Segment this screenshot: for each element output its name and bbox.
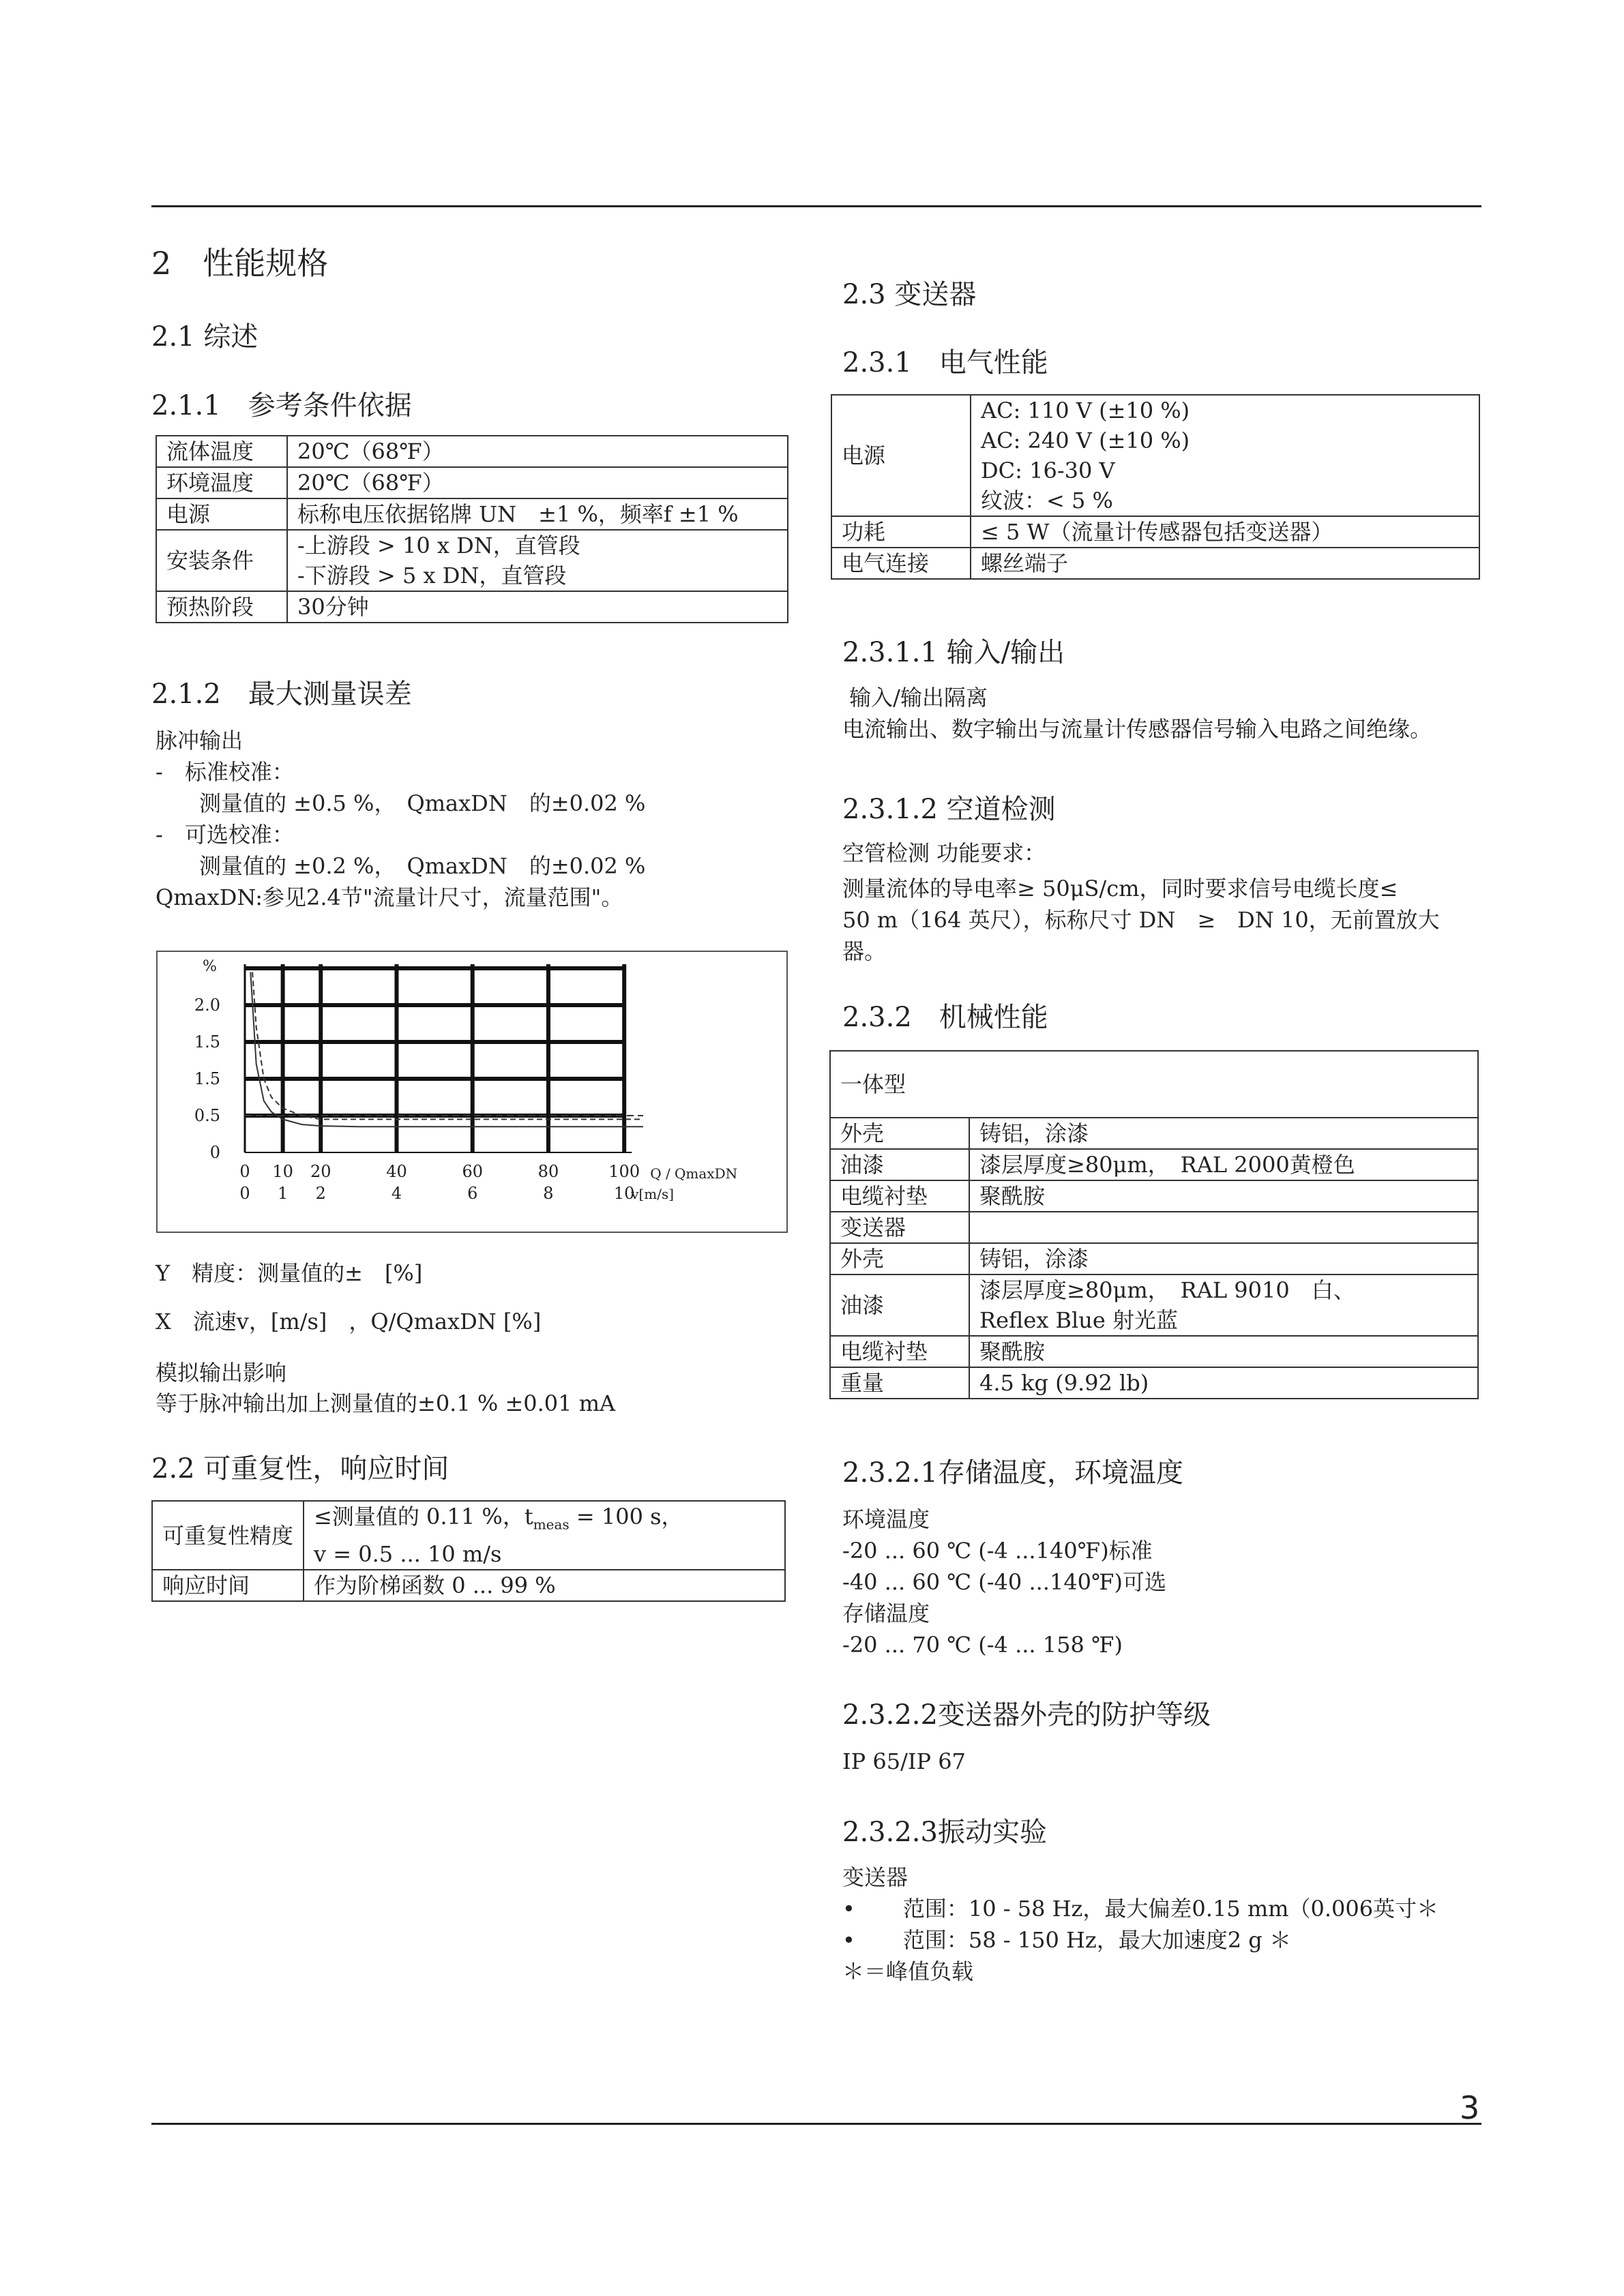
x-tick-label-top: 10: [272, 1162, 293, 1181]
vibration-bullet-text: 范围：58 - 150 Hz，最大加速度2 g ＊: [902, 1927, 1291, 1953]
empty-pipe-line: 器。: [842, 938, 887, 964]
x-tick-label-bottom: 0: [239, 1184, 250, 1203]
legend-y: Y 精度：测量值的± [%]: [156, 1260, 423, 1286]
table-cell-label: 安装条件: [156, 530, 287, 591]
series-line-2: [250, 972, 643, 1127]
temperature-text: [842, 1504, 1166, 1660]
table-cell-value: 漆层厚度≥80μm， RAL 9010 白、 Reflex Blue 射光蓝: [969, 1274, 1478, 1336]
table-row: [152, 1501, 785, 1570]
section-2-title: 2 性能规格: [151, 245, 329, 282]
table-cell-label: 电源: [831, 395, 971, 516]
x-tick-label-bottom: 10: [613, 1184, 635, 1203]
section-2-3-1-1-title: 2.3.1.1 输入/输出: [842, 637, 1065, 668]
table-cell-label: 响应时间: [152, 1570, 304, 1601]
x-tick-label-top: 20: [310, 1162, 331, 1181]
y-tick-label: 1.5: [194, 1032, 220, 1052]
vibration-note: ＊＝峰值负载: [842, 1958, 974, 1984]
table-row: [152, 1570, 785, 1601]
table-cell-value: 30分钟: [287, 591, 788, 623]
table-row: [156, 498, 788, 530]
table-row: [156, 530, 788, 591]
io-line: 电流输出、数字输出与流量计传感器信号输入电路之间绝缘。: [842, 716, 1432, 742]
section-2-3-2-1-title: 2.3.2.1存储温度，环境温度: [842, 1457, 1183, 1489]
table-cell-value: [969, 1212, 1478, 1243]
table-row: [830, 1118, 1478, 1149]
section-2-1-1-title: 2.1.1 参考条件依据: [151, 390, 412, 421]
table-cell-label: 外壳: [830, 1118, 969, 1149]
table-cell-value: 20℃（68℉）: [287, 436, 788, 467]
x-tick-label-bottom: 4: [391, 1184, 402, 1203]
error-line: - 可选校准：: [156, 822, 294, 848]
table-cell-value: 聚酰胺: [969, 1180, 1478, 1212]
error-line: QmaxDN:参见2.4节"流量计尺寸，流量范围"。: [156, 884, 623, 910]
table-cell-value: 20℃（68℉）: [287, 467, 788, 498]
x-tick-label-top: 80: [537, 1162, 559, 1181]
table-cell-label: 油漆: [830, 1274, 969, 1336]
table-row: [830, 1051, 1478, 1118]
temperature-line: -40 ... 60 ℃ (-40 ...140℉)可选: [842, 1569, 1167, 1595]
x-tick-label-bottom: 1: [277, 1184, 289, 1203]
empty-pipe-text: [842, 837, 1440, 967]
y-tick-label: 0.5: [194, 1106, 220, 1125]
table-cell-label: 油漆: [830, 1149, 969, 1180]
empty-pipe-line: 50 m（164 英尺），标称尺寸 DN ≥ DN 10，无前置放大: [842, 907, 1440, 933]
header-rule: [151, 205, 1481, 207]
legend-x: X 流速v，[m/s] ，Q/QmaxDN [%]: [156, 1309, 542, 1335]
y-axis-label: %: [203, 958, 217, 975]
table-cell-value: ≤ 5 W（流量计传感器包括变送器）: [971, 516, 1479, 548]
table-cell-label: 重量: [830, 1367, 969, 1399]
table-cell-label: 预热阶段: [156, 591, 287, 623]
temperature-line: -20 ... 70 ℃ (-4 ... 158 ℉): [842, 1632, 1123, 1658]
table-cell-value: -上游段 > 10 x DN，直管段 -下游段 > 5 x DN，直管段: [287, 530, 788, 591]
protection-class: IP 65/IP 67: [842, 1748, 966, 1774]
y-tick-label: 1.5: [194, 1069, 220, 1088]
section-2-3-2-title: 2.3.2 机械性能: [842, 1002, 1048, 1033]
table-row: [830, 1274, 1478, 1336]
x-tick-label-bottom: 2: [315, 1184, 326, 1203]
table-cell-label: 电源: [156, 498, 287, 530]
electrical-table: [831, 394, 1480, 580]
vibration-text: [842, 1862, 1438, 1987]
table-cell-value: AC: 110 V (±10 %) AC: 240 V (±10 %) DC: 16-30 V 纹波：< 5 %: [971, 395, 1479, 516]
table-row: [830, 1243, 1478, 1274]
table-cell-value: 螺丝端子: [971, 548, 1479, 579]
table-cell-value: 作为阶梯函数 0 ... 99 %: [304, 1570, 785, 1601]
table-row: [156, 591, 788, 623]
empty-pipe-line: 测量流体的导电率≥ 50μS/cm，同时要求信号电缆长度≤: [842, 876, 1398, 901]
accuracy-chart-frame: [156, 951, 788, 1233]
table-header-cell: 一体型: [830, 1051, 1478, 1118]
table-row: [156, 467, 788, 498]
table-row: [830, 1336, 1478, 1367]
x-tick-label-top: 0: [239, 1162, 250, 1181]
io-text: [842, 682, 1432, 745]
footer-rule: [151, 2123, 1481, 2125]
section-2-3-2-2-title: 2.3.2.2变送器外壳的防护等级: [842, 1699, 1211, 1731]
table-cell-value: 标称电压依据铭牌 UN ±1 %，频率f ±1 %: [287, 498, 788, 530]
repeatability-text-b: = 100 s，: [569, 1504, 683, 1530]
page-number: 3: [1460, 2089, 1480, 2126]
temperature-line: -20 ... 60 ℃ (-4 ...140℉)标准: [842, 1538, 1153, 1564]
max-error-text: [156, 725, 645, 913]
series-line-1: [252, 972, 643, 1119]
y-tick-label: 0: [209, 1143, 220, 1162]
table-cell-label: 外壳: [830, 1243, 969, 1274]
table-row: [831, 395, 1479, 516]
accuracy-chart: [158, 952, 786, 1232]
table-cell-value: [304, 1501, 785, 1570]
table-row: [831, 516, 1479, 548]
section-2-2-title: 2.2 可重复性，响应时间: [151, 1453, 449, 1485]
table-cell-label: 变送器: [830, 1212, 969, 1243]
y-tick-label: 2.0: [194, 996, 220, 1015]
table-cell-value: 聚酰胺: [969, 1336, 1478, 1367]
x-tick-label-top: 40: [386, 1162, 407, 1181]
table-cell-label: 电缆衬垫: [830, 1180, 969, 1212]
x-tick-label-top: 100: [608, 1162, 640, 1181]
error-line: 测量值的 ±0.2 %， QmaxDN 的±0.02 %: [156, 853, 646, 879]
table-row: [831, 548, 1479, 579]
table-row: [830, 1149, 1478, 1180]
vibration-label: 变送器: [842, 1864, 909, 1890]
x-axis-label-top: Q / QmaxDN: [650, 1165, 738, 1182]
table-cell-label: 功耗: [831, 516, 971, 548]
table-row: [830, 1212, 1478, 1243]
table-cell-value: 4.5 kg (9.92 lb): [969, 1367, 1478, 1399]
repeatability-table: [151, 1500, 786, 1602]
reference-conditions-table: [156, 435, 788, 623]
section-2-3-1-2-title: 2.3.1.2 空道检测: [842, 794, 1056, 825]
error-line: - 标准校准：: [156, 759, 294, 785]
repeatability-velocity: v = 0.5 ... 10 m/s: [314, 1541, 502, 1568]
table-cell-label: 环境温度: [156, 467, 287, 498]
x-axis-label-bottom: v[m/s]: [631, 1186, 675, 1202]
x-tick-label-top: 60: [462, 1162, 483, 1181]
analog-output-text: 等于脉冲输出加上测量值的±0.1 % ±0.01 mA: [156, 1390, 616, 1416]
vibration-bullet: • 范围：10 - 58 Hz，最大偏差0.15 mm（0.006英寸＊: [842, 1896, 1439, 1922]
vibration-bullet: • 范围：58 - 150 Hz，最大加速度2 g ＊: [842, 1927, 1291, 1953]
temperature-line: 存储温度: [842, 1600, 930, 1626]
table-row: [830, 1367, 1478, 1399]
vibration-bullet-text: 范围：10 - 58 Hz，最大偏差0.15 mm（0.006英寸＊: [902, 1896, 1439, 1922]
table-cell-label: 电气连接: [831, 548, 971, 579]
mechanical-table: [829, 1050, 1479, 1399]
table-cell-value: 铸铝，涂漆: [969, 1118, 1478, 1149]
table-cell-label: 流体温度: [156, 436, 287, 467]
section-2-3-2-3-title: 2.3.2.3振动实验: [842, 1817, 1047, 1848]
repeatability-text-a: ≤测量值的 0.11 %，t: [314, 1504, 533, 1530]
table-cell-value: 漆层厚度≥80μm， RAL 2000黄橙色: [969, 1149, 1478, 1180]
repeatability-subscript: meas: [533, 1516, 570, 1533]
section-2-3-1-title: 2.3.1 电气性能: [842, 347, 1048, 378]
section-2-1-2-title: 2.1.2 最大测量误差: [151, 679, 412, 710]
section-2-3-title: 2.3 变送器: [842, 279, 977, 310]
table-cell-value: 铸铝，涂漆: [969, 1243, 1478, 1274]
empty-pipe-line: 空管检测 功能要求：: [842, 840, 1046, 866]
error-line: 测量值的 ±0.5 %， QmaxDN 的±0.02 %: [156, 790, 646, 816]
temperature-line: 环境温度: [842, 1506, 930, 1532]
x-tick-label-bottom: 8: [543, 1184, 554, 1203]
error-line: 脉冲输出: [156, 728, 243, 754]
x-tick-label-bottom: 6: [467, 1184, 478, 1203]
table-row: [156, 436, 788, 467]
section-2-1-title: 2.1 综述: [151, 321, 259, 353]
table-row: [830, 1180, 1478, 1212]
table-cell-label: 可重复性精度: [152, 1501, 304, 1570]
analog-output-title: 模拟输出影响: [156, 1360, 287, 1386]
io-line: 输入/输出隔离: [842, 685, 988, 711]
table-cell-label: 电缆衬垫: [830, 1336, 969, 1367]
